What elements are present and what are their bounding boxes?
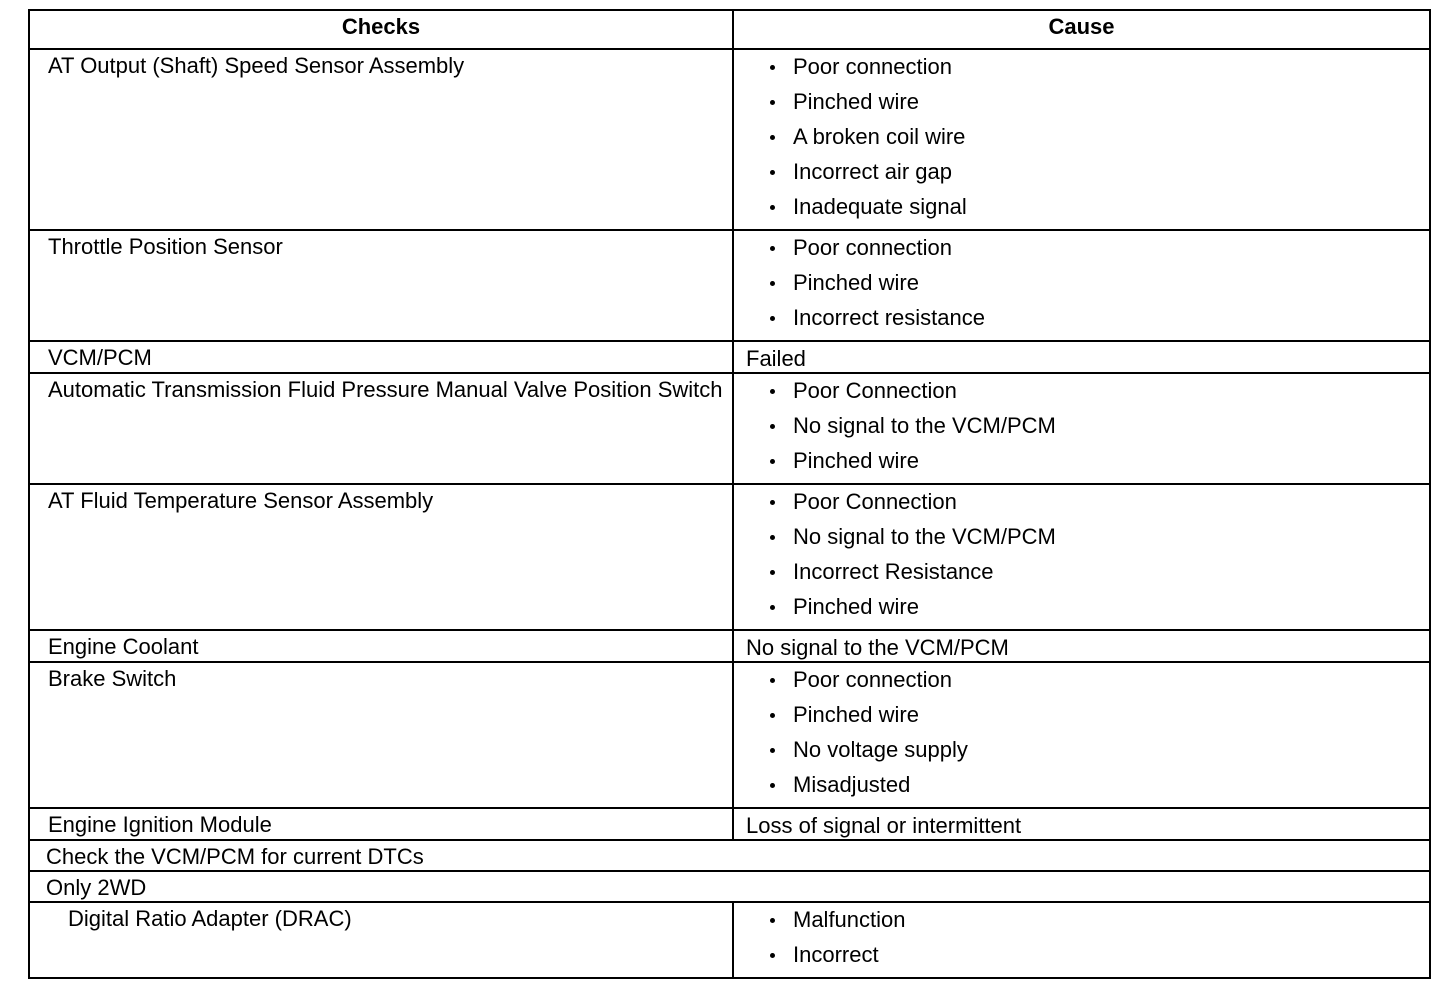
- cause-item: Poor connection: [770, 54, 1429, 89]
- check-cell: Throttle Position Sensor: [29, 230, 733, 341]
- cause-cell: [733, 484, 1430, 630]
- diagnostic-table: [28, 9, 1431, 979]
- check-cell: AT Fluid Temperature Sensor Assembly: [29, 484, 733, 630]
- cause-cell: Failed: [733, 341, 1430, 373]
- cause-item: Malfunction: [770, 907, 1429, 942]
- cause-item: Poor Connection: [770, 489, 1429, 524]
- cause-list: [746, 907, 1429, 977]
- cause-cell: [733, 902, 1430, 978]
- cause-item: Poor Connection: [770, 378, 1429, 413]
- check-cell: Automatic Transmission Fluid Pressure Manual Valve Position Switch: [29, 373, 733, 484]
- cause-item: No signal to the VCM/PCM: [770, 413, 1429, 448]
- table-row: [29, 840, 1430, 871]
- cause-list: [746, 489, 1429, 629]
- table-row: [29, 630, 1430, 662]
- check-cell: Engine Ignition Module: [29, 808, 733, 840]
- cause-item: Pinched wire: [770, 89, 1429, 124]
- cause-list: [746, 235, 1429, 340]
- full-width-cell: Check the VCM/PCM for current DTCs: [29, 840, 1430, 871]
- cause-list: [746, 667, 1429, 807]
- table-row: [29, 49, 1430, 230]
- cause-cell: [733, 49, 1430, 230]
- cause-item: Pinched wire: [770, 594, 1429, 629]
- cause-item: Incorrect: [770, 942, 1429, 977]
- cause-cell: [733, 373, 1430, 484]
- cause-cell: [733, 662, 1430, 808]
- cause-item: No signal to the VCM/PCM: [770, 524, 1429, 559]
- table-row: [29, 902, 1430, 978]
- cause-item: Misadjusted: [770, 772, 1429, 807]
- cause-item: A broken coil wire: [770, 124, 1429, 159]
- cause-item: Poor connection: [770, 667, 1429, 702]
- cause-cell: Loss of signal or intermittent: [733, 808, 1430, 840]
- cause-list: [746, 54, 1429, 229]
- cause-item: No voltage supply: [770, 737, 1429, 772]
- cause-item: Incorrect Resistance: [770, 559, 1429, 594]
- cause-cell: No signal to the VCM/PCM: [733, 630, 1430, 662]
- full-width-cell: Only 2WD: [29, 871, 1430, 902]
- cause-cell: [733, 230, 1430, 341]
- cause-item: Inadequate signal: [770, 194, 1429, 229]
- cause-item: Incorrect resistance: [770, 305, 1429, 340]
- check-cell: VCM/PCM: [29, 341, 733, 373]
- cause-item: Pinched wire: [770, 448, 1429, 483]
- table-row: [29, 230, 1430, 341]
- cause-item: Poor connection: [770, 235, 1429, 270]
- check-cell: Brake Switch: [29, 662, 733, 808]
- table-row: [29, 341, 1430, 373]
- cause-item: Incorrect air gap: [770, 159, 1429, 194]
- cause-item: Pinched wire: [770, 270, 1429, 305]
- header-cause: Cause: [733, 10, 1430, 49]
- table-row: [29, 871, 1430, 902]
- table-row: [29, 662, 1430, 808]
- table-row: [29, 373, 1430, 484]
- check-cell: Digital Ratio Adapter (DRAC): [29, 902, 733, 978]
- table-row: [29, 484, 1430, 630]
- check-cell: Engine Coolant: [29, 630, 733, 662]
- cause-item: Pinched wire: [770, 702, 1429, 737]
- cause-list: [746, 378, 1429, 483]
- header-row: [29, 10, 1430, 49]
- header-checks: Checks: [29, 10, 733, 49]
- table-row: [29, 808, 1430, 840]
- check-cell: AT Output (Shaft) Speed Sensor Assembly: [29, 49, 733, 230]
